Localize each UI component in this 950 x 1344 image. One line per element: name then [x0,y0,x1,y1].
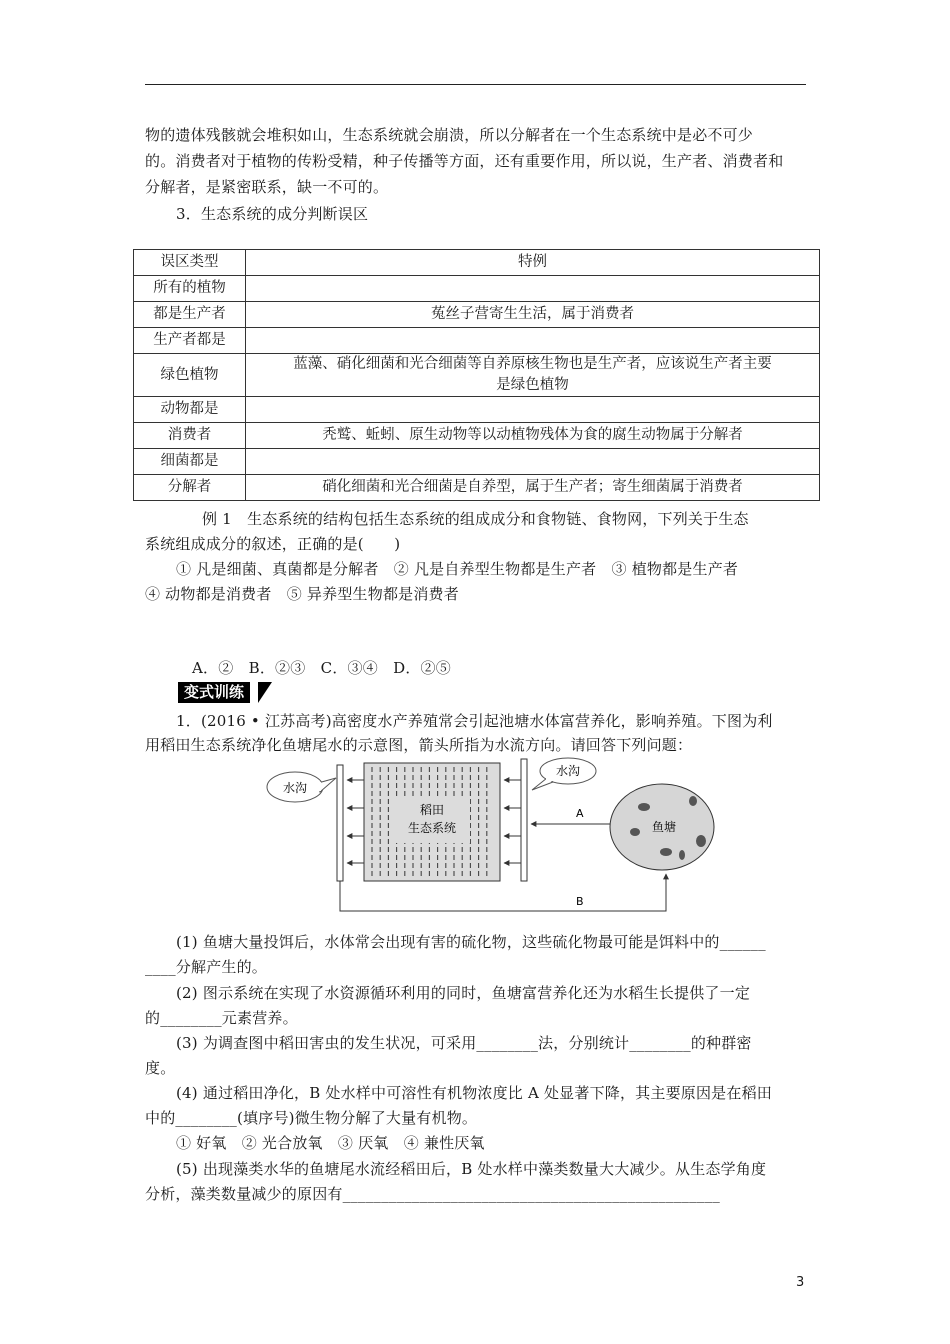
badge-arrow-icon [258,682,272,703]
table-row [134,397,820,423]
table-cell-example [246,328,820,354]
table-header-cell: 误区类型 [134,250,246,276]
table-row [134,354,820,397]
table-row [134,328,820,354]
table-cell-example: 秃鹫、蚯蚓、原生动物等以动植物残体为食的腐生动物属于分解者 [246,423,820,449]
table-cell-example [246,449,820,475]
field-label-line1: 稻田 [419,803,445,817]
field-label-line2: 生态系统 [407,821,457,835]
question-line: ① 好氧 ② 光合放氧 ③ 厌氧 ④ 兼性厌氧 [176,1134,485,1152]
table-cell-example: 硝化细菌和光合细菌是自养型，属于生产者；寄生细菌属于消费者 [246,475,820,501]
table-cell-example [246,276,820,302]
left-outflow-arrows [347,780,365,863]
question-line: 中的________(填序号)微生物分解了大量有机物。 [145,1109,478,1127]
page-number: 3 [796,1275,805,1290]
practice-intro-line: 1．(2016 • 江苏高考)高密度水产养殖常会引起池塘水体富营养化，影响养殖。下图为利 [176,712,773,730]
paragraph-line: 物的遗体残骸就会堆积如山，生态系统就会崩溃，所以分解者在一个生态系统中是必不可少 [145,126,754,144]
flow-label-a: A [576,807,584,820]
paragraph-line: 的。消费者对于植物的传粉受精，种子传播等方面，还有重要作用，所以说，生产者、消费者和 [145,152,784,170]
table-cell-type: 分解者 [134,475,246,501]
table-cell-example: 蓝藻、硝化细菌和光合细菌等自养原核生物也是生产者，应该说生产者主要 是绿色植物 [246,354,820,397]
question-line: 度。 [145,1059,176,1077]
table-cell-type: 生产者都是 [134,328,246,354]
rice-field-diagram [260,757,730,917]
question-line: 分析，藻类数量减少的原因有_________________________________________________ [145,1185,720,1203]
question-line: ____分解产生的。 [145,958,268,976]
table-cell-type: 都是生产者 [134,302,246,328]
left-ditch-label: 水沟 [282,781,308,795]
table-cell-type: 动物都是 [134,397,246,423]
question-line: (5) 出现藻类水华的鱼塘尾水流经稻田后，B 处水样中藻类数量大大减少。从生态学角度 [176,1160,767,1178]
table-cell-example [246,397,820,423]
table-cell-example: 菟丝子营寄生生活，属于消费者 [246,302,820,328]
right-inflow-arrows [504,780,522,863]
table-cell-type: 绿色植物 [134,354,246,397]
right-ditch-bubble [532,758,596,790]
flow-label-b: B [576,895,584,908]
table-header-row [134,250,820,276]
section-heading: 3．生态系统的成分判断误区 [176,205,369,223]
practice-intro-line: 用稻田生态系统净化鱼塘尾水的示意图，箭头所指为水流方向。请回答下列问题： [145,736,693,754]
example-line: ④ 动物都是消费者 ⑤ 异养型生物都是消费者 [145,585,459,603]
practice-badge: 变式训练 [178,682,250,703]
question-line: (2) 图示系统在实现了水资源循环利用的同时，鱼塘富营养化还为水稻生长提供了一定 [176,984,751,1002]
question-line: (1) 鱼塘大量投饵后，水体常会出现有害的硫化物，这些硫化物最可能是饵料中的______ [176,933,766,951]
example-line: 例 1 生态系统的结构包括生态系统的组成成分和食物链、食物网，下列关于生态 [202,510,749,528]
table-row [134,302,820,328]
paragraph-line: 分解者，是紧密联系，缺一不可的。 [145,178,389,196]
table-cell-type: 细菌都是 [134,449,246,475]
left-ditch-wall [337,765,343,881]
right-ditch-label: 水沟 [555,764,581,778]
example-line: ① 凡是细菌、真菌都是分解者 ② 凡是自养型生物都是生产者 ③ 植物都是生产者 [176,560,739,578]
header-rule [145,84,806,85]
answer-options: A．② B．②③ C．③④ D．②⑤ [192,659,451,677]
table-row [134,449,820,475]
question-line: 的________元素营养。 [145,1009,298,1027]
question-line: (3) 为调查图中稻田害虫的发生状况，可采用________法，分别统计________的种群密 [176,1034,752,1052]
table-cell-type: 所有的植物 [134,276,246,302]
table-row [134,423,820,449]
pond-label: 鱼塘 [651,820,677,834]
right-ditch-wall [521,759,527,881]
left-ditch-bubble [267,772,336,802]
misconception-table [133,249,820,501]
question-line: (4) 通过稻田净化，B 处水样中可溶性有机物浓度比 A 处显著下降，其主要原因是在稻田 [176,1084,772,1102]
example-line: 系统组成成分的叙述，正确的是( ) [145,535,401,553]
table-cell-type: 消费者 [134,423,246,449]
table-row [134,475,820,501]
table-row [134,276,820,302]
table-header-cell: 特例 [246,250,820,276]
